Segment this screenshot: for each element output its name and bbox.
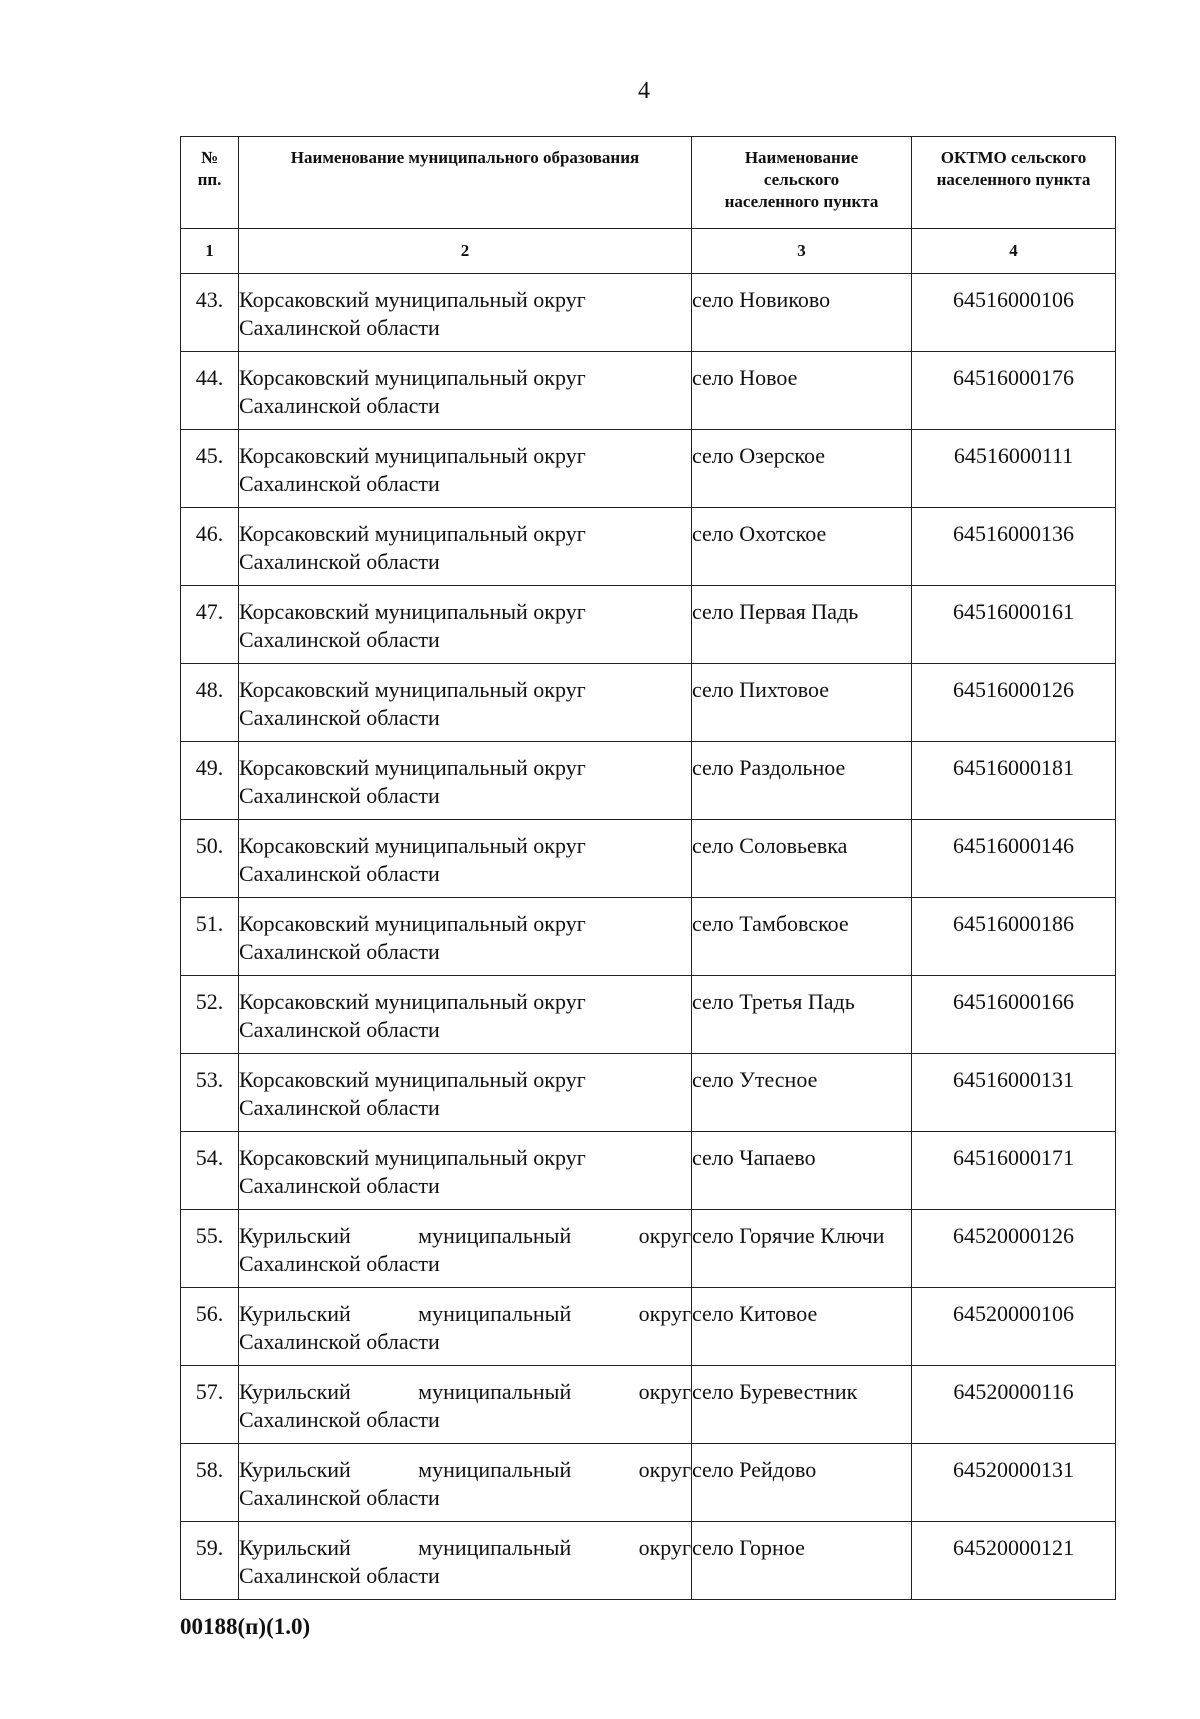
row-number: 46. — [181, 508, 239, 586]
table-row — [181, 1444, 1116, 1522]
oktmo-code: 64516000176 — [912, 352, 1116, 430]
table-row — [181, 352, 1116, 430]
table-row — [181, 430, 1116, 508]
column-number: 1 — [181, 229, 239, 274]
table-row — [181, 820, 1116, 898]
oktmo-code: 64516000171 — [912, 1132, 1116, 1210]
municipality-name: Корсаковский муниципальный округ Сахалинской области — [239, 898, 692, 976]
oktmo-code: 64516000126 — [912, 664, 1116, 742]
page-number: 4 — [638, 78, 650, 104]
row-number: 45. — [181, 430, 239, 508]
settlement-name: село Новиково — [692, 274, 912, 352]
municipality-name: Корсаковский муниципальный округ Сахалинской области — [239, 664, 692, 742]
municipality-name: Корсаковский муниципальный округ Сахалинской области — [239, 352, 692, 430]
municipality-name: Курильский муниципальный округ Сахалинской области — [239, 1210, 692, 1288]
municipality-name: Курильский муниципальный округ Сахалинской области — [239, 1444, 692, 1522]
oktmo-code: 64520000131 — [912, 1444, 1116, 1522]
header-municipality: Наименование муниципального образования — [239, 137, 692, 229]
settlement-name: село Первая Падь — [692, 586, 912, 664]
row-number: 50. — [181, 820, 239, 898]
municipality-name: Корсаковский муниципальный округ Сахалинской области — [239, 586, 692, 664]
settlement-name: село Утесное — [692, 1054, 912, 1132]
row-number: 43. — [181, 274, 239, 352]
oktmo-code: 64516000131 — [912, 1054, 1116, 1132]
settlement-name: село Новое — [692, 352, 912, 430]
row-number: 54. — [181, 1132, 239, 1210]
row-number: 47. — [181, 586, 239, 664]
oktmo-code: 64516000136 — [912, 508, 1116, 586]
oktmo-code: 64520000116 — [912, 1366, 1116, 1444]
row-number: 57. — [181, 1366, 239, 1444]
table-header-row — [181, 137, 1116, 229]
municipality-name: Корсаковский муниципальный округ Сахалинской области — [239, 508, 692, 586]
row-number: 52. — [181, 976, 239, 1054]
column-number: 2 — [239, 229, 692, 274]
oktmo-code: 64516000181 — [912, 742, 1116, 820]
municipality-name: Курильский муниципальный округ Сахалинской области — [239, 1522, 692, 1600]
settlement-name: село Рейдово — [692, 1444, 912, 1522]
table-row — [181, 1054, 1116, 1132]
table-body — [181, 274, 1116, 1600]
settlement-name: село Чапаево — [692, 1132, 912, 1210]
table-row — [181, 508, 1116, 586]
municipality-name: Корсаковский муниципальный округ Сахалинской области — [239, 976, 692, 1054]
settlement-name: село Китовое — [692, 1288, 912, 1366]
table-row — [181, 664, 1116, 742]
oktmo-code: 64516000186 — [912, 898, 1116, 976]
municipality-name: Корсаковский муниципальный округ Сахалинской области — [239, 274, 692, 352]
municipality-name: Корсаковский муниципальный округ Сахалинской области — [239, 1054, 692, 1132]
oktmo-code: 64520000121 — [912, 1522, 1116, 1600]
header-oktmo: ОКТМО сельского населенного пункта — [912, 137, 1116, 229]
municipality-name: Корсаковский муниципальный округ Сахалинской области — [239, 820, 692, 898]
table-row — [181, 1132, 1116, 1210]
table-row — [181, 586, 1116, 664]
settlement-name: село Третья Падь — [692, 976, 912, 1054]
table-row — [181, 742, 1116, 820]
row-number: 58. — [181, 1444, 239, 1522]
column-number: 4 — [912, 229, 1116, 274]
oktmo-code: 64516000166 — [912, 976, 1116, 1054]
row-number: 56. — [181, 1288, 239, 1366]
settlement-name: село Озерское — [692, 430, 912, 508]
column-numbers-row — [181, 229, 1116, 274]
oktmo-code: 64516000111 — [912, 430, 1116, 508]
table-row — [181, 1366, 1116, 1444]
table-row — [181, 976, 1116, 1054]
row-number: 48. — [181, 664, 239, 742]
table-row — [181, 274, 1116, 352]
settlement-name: село Горное — [692, 1522, 912, 1600]
municipality-name: Корсаковский муниципальный округ Сахалинской области — [239, 430, 692, 508]
table-row — [181, 1288, 1116, 1366]
settlements-table — [180, 136, 1116, 1600]
row-number: 55. — [181, 1210, 239, 1288]
table-row — [181, 1522, 1116, 1600]
settlement-name: село Раздольное — [692, 742, 912, 820]
settlement-name: село Тамбовское — [692, 898, 912, 976]
header-settlement: Наименование сельского населенного пункта — [692, 137, 912, 229]
document-code: 00188(п)(1.0) — [180, 1614, 311, 1639]
row-number: 53. — [181, 1054, 239, 1132]
header-num: № пп. — [181, 137, 239, 229]
settlement-name: село Пихтовое — [692, 664, 912, 742]
table-row — [181, 1210, 1116, 1288]
table-row — [181, 898, 1116, 976]
municipality-name: Курильский муниципальный округ Сахалинской области — [239, 1366, 692, 1444]
oktmo-code: 64520000126 — [912, 1210, 1116, 1288]
row-number: 44. — [181, 352, 239, 430]
oktmo-code: 64520000106 — [912, 1288, 1116, 1366]
settlement-name: село Горячие Ключи — [692, 1210, 912, 1288]
oktmo-code: 64516000161 — [912, 586, 1116, 664]
oktmo-code: 64516000106 — [912, 274, 1116, 352]
row-number: 51. — [181, 898, 239, 976]
column-number: 3 — [692, 229, 912, 274]
oktmo-code: 64516000146 — [912, 820, 1116, 898]
settlement-name: село Буревестник — [692, 1366, 912, 1444]
municipality-name: Корсаковский муниципальный округ Сахалинской области — [239, 742, 692, 820]
settlement-name: село Соловьевка — [692, 820, 912, 898]
row-number: 49. — [181, 742, 239, 820]
municipality-name: Курильский муниципальный округ Сахалинской области — [239, 1288, 692, 1366]
municipality-name: Корсаковский муниципальный округ Сахалинской области — [239, 1132, 692, 1210]
row-number: 59. — [181, 1522, 239, 1600]
settlement-name: село Охотское — [692, 508, 912, 586]
